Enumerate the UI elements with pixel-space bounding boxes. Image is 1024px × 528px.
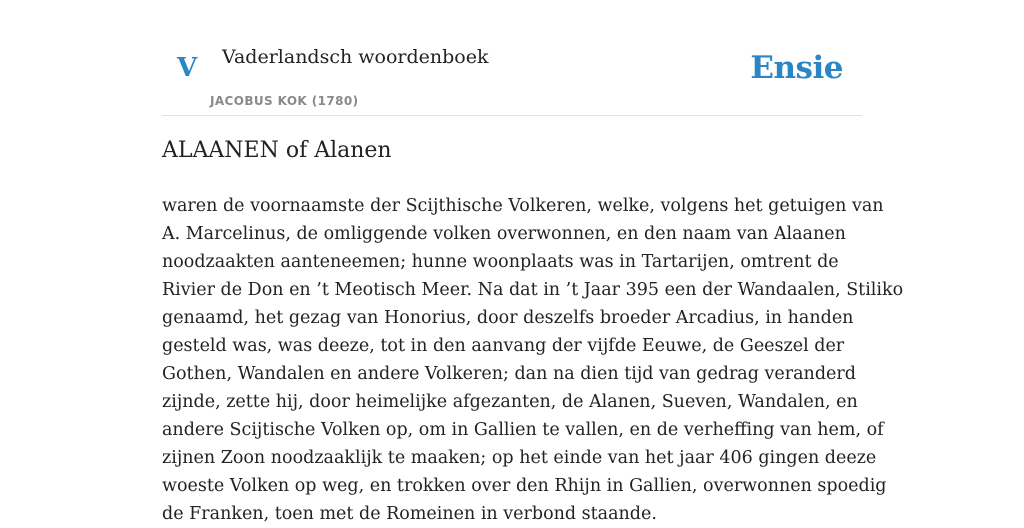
entry-line: noodzaakten aanteneemen; hunne woonplaats was in Tartarijen, omtrent de: [162, 252, 839, 272]
entry-line: andere Scijtische Volken op, om in Gallien te vallen, en de verheffing van hem, of: [162, 420, 884, 440]
book-title-link[interactable]: Vaderlandsch woordenboek: [222, 46, 489, 68]
author-label: JACOBUS KOK (1780): [210, 94, 359, 108]
entry-line: Rivier de Don en ’t Meotisch Meer. Na dat in ’t Jaar 395 een der Wandaalen, Stiliko: [162, 280, 904, 300]
entry-line: gesteld was, was deeze, tot in den aanvang der vijfde Eeuwe, de Geeszel der: [162, 336, 845, 356]
entry-line: waren de voornaamste der Scijthische Volkeren, welke, volgens het getuigen van: [162, 196, 884, 216]
entry-line: de Franken, toen met de Romeinen in verbond staande.: [162, 504, 657, 524]
entry-line: woeste Volken op weg, en trokken over den Rhijn in Gallien, overwonnen spoedig: [162, 476, 887, 496]
entry-body: [162, 192, 904, 528]
letter-index-link[interactable]: V: [177, 53, 198, 83]
entry-title: ALAANEN of Alanen: [162, 138, 392, 163]
entry-line: genaamd, het gezag van Honorius, door deszelfs broeder Arcadius, in handen: [162, 308, 854, 328]
entry-line: zijnen Zoon noodzaaklijk te maaken; op het einde van het jaar 406 gingen deeze: [162, 448, 877, 468]
ensie-logo[interactable]: Ensie: [750, 50, 843, 86]
entry-line: A. Marcelinus, de omliggende volken overwonnen, en den naam van Alaanen: [162, 224, 846, 244]
entry-line: zijnde, zette hij, door heimelijke afgezanten, de Alanen, Sueven, Wandalen, en: [162, 392, 858, 412]
entry-line: Gothen, Wandalen en andere Volkeren; dan na dien tijd van gedrag veranderd: [162, 364, 856, 384]
dictionary-header: [162, 40, 862, 116]
